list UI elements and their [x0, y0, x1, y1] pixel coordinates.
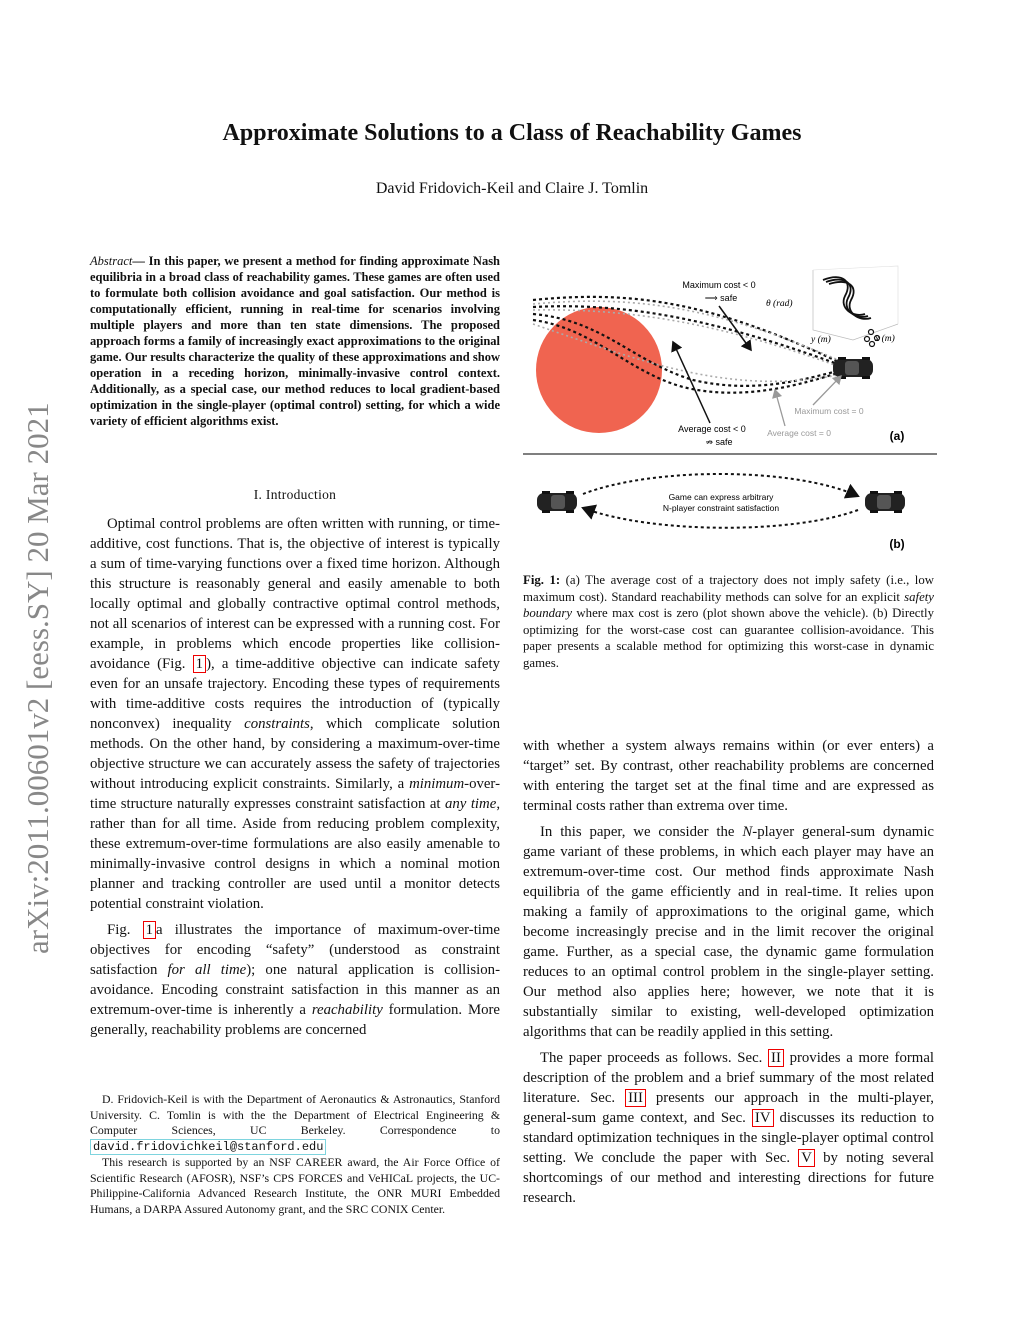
email-link[interactable]: david.fridovichkeil@stanford.edu [90, 1139, 326, 1155]
figure-ref-link[interactable]: 1 [193, 655, 206, 673]
vehicle-left-icon [537, 491, 577, 513]
x-axis-label: x (m) [875, 334, 895, 344]
abstract-label: Abstract [90, 254, 133, 268]
section-ref-link[interactable]: II [768, 1049, 784, 1067]
section-heading-introduction: I. Introduction [253, 487, 337, 502]
arxiv-id: arXiv:2011.00601v2 [eess.SY] 20 Mar 2021 [20, 402, 55, 954]
right-paragraph-continued: with whether a system always remains within (or ever enters) a “target” set. By contrast, other reachability problems are concerned with entering the target set at the final time and are expressed as terminal costs rather than extrema over time. [523, 738, 934, 814]
arrow-avg-cost-zero [775, 390, 785, 426]
paper-title: Approximate Solutions to a Class of Reachability Games [222, 120, 802, 146]
abstract-text: In this paper, we present a method for finding approximate Nash equilibria in a broad class of reachability games. These games are often used to formulate both collision avoidance and goal satisfaction. Our method is computationally efficient, running in real-time for scenarios involving multiple players and more than ten state dimensions. The proposed approach forms a family of increasingly exact approximations to the original game. Our results characterize the quality of these approximations and show operation in a receding horizon, minimally-invasive control context. Additionally, as a special case, our method reduces to local gradient-based optimization in the single-player (optimal control) setting, for which a wide variety of efficient algorithms exist. [90, 254, 501, 428]
caption-label: Fig. 1: [523, 573, 561, 587]
figure-caption: Fig. 1: (a) The average cost of a trajectory does not imply safety (i.e., low maximum cost). Standard reachability methods can solve for an explicit safety boundary where max cost is zero (plot shown above the vehicle). (b) Directly optimizing for the worst-case cost can guarantee collision-avoidance. This paper presents a scalable method for optimizing this worst-case in dynamic games. [523, 573, 934, 670]
label-game-line1: Game can express arbitrary [668, 492, 774, 502]
section-ref-link[interactable]: IV [752, 1109, 774, 1127]
label-game-line2: N-player constraint satisfaction [662, 503, 780, 513]
panel-b-label: (b) [889, 537, 905, 551]
label-avg-cost-zero: Average cost = 0 [767, 428, 831, 438]
y-axis-label: y (m) [811, 335, 831, 345]
introduction-body [90, 514, 500, 1046]
right-paragraph-2: In this paper, we consider the N-player general-sum dynamic game variant of these problems, in which each player may have an extremum-over-time cost. Our method finds approximate Nash equilibria of the game efficiently and in real-time. It relies upon making a family of approximations to the original game, which become increasingly precise and in the limit recover the original game. Further, as a special case, the dynamic game formulation reduces to an optimal control problem in the single-player setting. Our method also applies here; however, we note that it is substantially similar to existing, well-developed optimization algorithms that can be readily applied in this setting. [523, 824, 934, 1040]
paper-authors: David Fridovich-Keil and Claire J. Tomlin [375, 180, 649, 197]
abstract: Abstract— In this paper, we present a method for finding approximate Nash equilibria in a broad class of reachability games. These games are often used to formulate both collision avoidance and goal satisfaction. Our method is computationally efficient, running in real-time for scenarios involving multiple players and more than ten state dimensions. The proposed approach forms a family of increasingly exact approximations to the original game. Our results characterize the quality of these approximations and show operation in a receding horizon, minimally-invasive control context. Additionally, as a special case, our method reduces to local gradient-based optimization in the single-player (optimal control) setting, for which a wide variety of efficient algorithms exist. [90, 254, 501, 428]
theta-axis-label: θ (rad) [766, 299, 793, 309]
arrow-max-cost-zero [813, 376, 841, 405]
intro-paragraph-1: Optimal control problems are often written with running, or time-additive, cost functions. That is, the objective of interest is typically a sum of time-varying functions over a fixed time horizon. Although this structure is reasonably general and easily amenable to both locally optimal and globally contractive optimal control methods, not all scenarios of interest can be expressed with a running cost. For example, in problems which encode properties like collision-avoidance (Fig. 1 ), a time-additive objective can indicate safety even for an unsafe trajectory. Encoding these types of requirements with time-additive costs requires the introduction of (typically nonconvex) inequality constraints, which complicate solution methods. On the other hand, by considering a maximum-over-time objective structure we can accurately assess the safety of trajectories without introducing explicit constraints. Similarly, a minimum-over-time structure naturally expresses constraint satisfaction at any time, rather than for all time. Aside from reducing problem complexity, these extremum-over-time formulations are also easily amenable to minimally-invasive control designs in which a nominal motion planner and tracking controller are used until a monitor detects potential constraint violation. [90, 516, 501, 912]
panel-a-label: (a) [889, 429, 905, 443]
footnote [90, 1092, 500, 1217]
label-max-cost-negative: Maximum cost < 0 [682, 280, 756, 290]
vehicle-right-icon [865, 491, 905, 513]
section-ref-link[interactable]: V [798, 1149, 815, 1167]
right-paragraph-3: The paper proceeds as follows. Sec. II provides a more formal description of the problem and a brief summary of the most related literature. Sec. III presents our approach in the multi-player, general-sum game context, and Sec. IV discusses its reduction to standard optimization techniques in the single-player optimal control setting. We conclude the paper with Sec. V by noting several shortcomings of our method and interesting directions for future research. [523, 1050, 934, 1206]
arrow-avg-cost [673, 342, 710, 423]
vehicle-icon [833, 357, 873, 379]
right-column-body [523, 736, 934, 1214]
label-max-cost-zero: Maximum cost = 0 [794, 406, 864, 416]
footnote-affiliation: D. Fridovich-Keil is with the Department of Aeronautics & Astronautics, Stanford University. C. Tomlin is with the the Department of Electrical Engineering & Computer Sciences, UC Berkeley. Correspondence to david.fridovichkeil@stanford.edu [90, 1092, 500, 1154]
section-ref-link[interactable]: III [625, 1089, 646, 1107]
label-not-safe: ⇏ safe [705, 437, 733, 447]
intro-paragraph-2: Fig. 1 a illustrates the importance of maximum-over-time objectives for encoding “safety” (understood as constraint satisfaction for all time); one natural application is collision-avoidance. Encoding constraint satisfaction in this manner as an extremum-over-time is inherently a reachability formulation. More generally, reachability problems are concerned [90, 922, 501, 1038]
footnote-support: This research is supported by an NSF CAREER award, the Air Force Office of Scientific Research (AFOSR), NSF’s CPS FORCES and VeHICaL projects, the UC-Philippine-California Advanced Research Institute, the ONR MURI Embedded Humans, a DARPA Assured Autonomy grant, and the SRC CONIX Center. [90, 1155, 500, 1216]
figure-1 [523, 262, 937, 562]
safety-boundary-plot [766, 266, 898, 347]
label-avg-cost-negative: Average cost < 0 [678, 424, 746, 434]
figure-ref-link[interactable]: 1 [143, 921, 156, 939]
label-safe: ⟹ safe [704, 293, 738, 303]
arxiv-stamp [10, 342, 62, 954]
